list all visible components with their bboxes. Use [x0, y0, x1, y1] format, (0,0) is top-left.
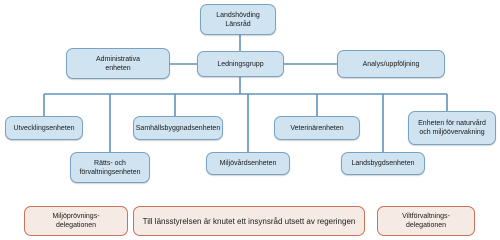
note-insynsrad [133, 206, 365, 236]
box-veterinar [274, 116, 360, 140]
box-landsbygd [341, 152, 425, 175]
box-utveckling-label: Utvecklingsenheten [13, 124, 75, 132]
note-miljoprovning [24, 206, 128, 236]
box-utveckling [5, 116, 83, 140]
box-naturvard-label: Enheten för naturvård och miljöövervakning [418, 120, 486, 136]
box-ledningsgrupp-label: Ledningsgrupp [217, 60, 264, 68]
box-ledningsgrupp [197, 51, 284, 77]
box-veterinar-label: Veterinärenheten [290, 124, 344, 132]
note-viltforvaltning-label: Viltförvaltnings- delegationen [402, 213, 450, 229]
box-administrativa-label: Administrativa enheten [96, 55, 140, 72]
note-viltforvaltning [377, 206, 475, 236]
box-samhallsbyggnad [133, 116, 223, 140]
box-samhallsbyggnad-label: Samhällsbyggnadsenheten [135, 124, 221, 132]
box-landshovding-label: Landshövding Länsråd [216, 11, 260, 28]
note-miljoprovning-label: Miljöprövnings- delegationen [52, 213, 100, 229]
box-analys-label: Analys/uppföljning [362, 60, 420, 68]
box-landsbygd-label: Landsbygdsenheten [351, 160, 415, 167]
box-miljovard-label: Miljövårdsenheten [219, 160, 277, 167]
box-miljovard [206, 152, 290, 175]
box-naturvard [408, 111, 496, 145]
box-administrativa [66, 48, 170, 79]
box-ratts-forvaltning-label: Rätts- och förvaltningsenheten [79, 159, 141, 176]
box-ratts-forvaltning [70, 152, 150, 183]
box-analys [337, 50, 445, 78]
note-insynsrad-label: Till länsstyrelsen är knutet ett insynsråd utsett av regeringen [142, 216, 356, 226]
box-landshovding [200, 4, 276, 35]
